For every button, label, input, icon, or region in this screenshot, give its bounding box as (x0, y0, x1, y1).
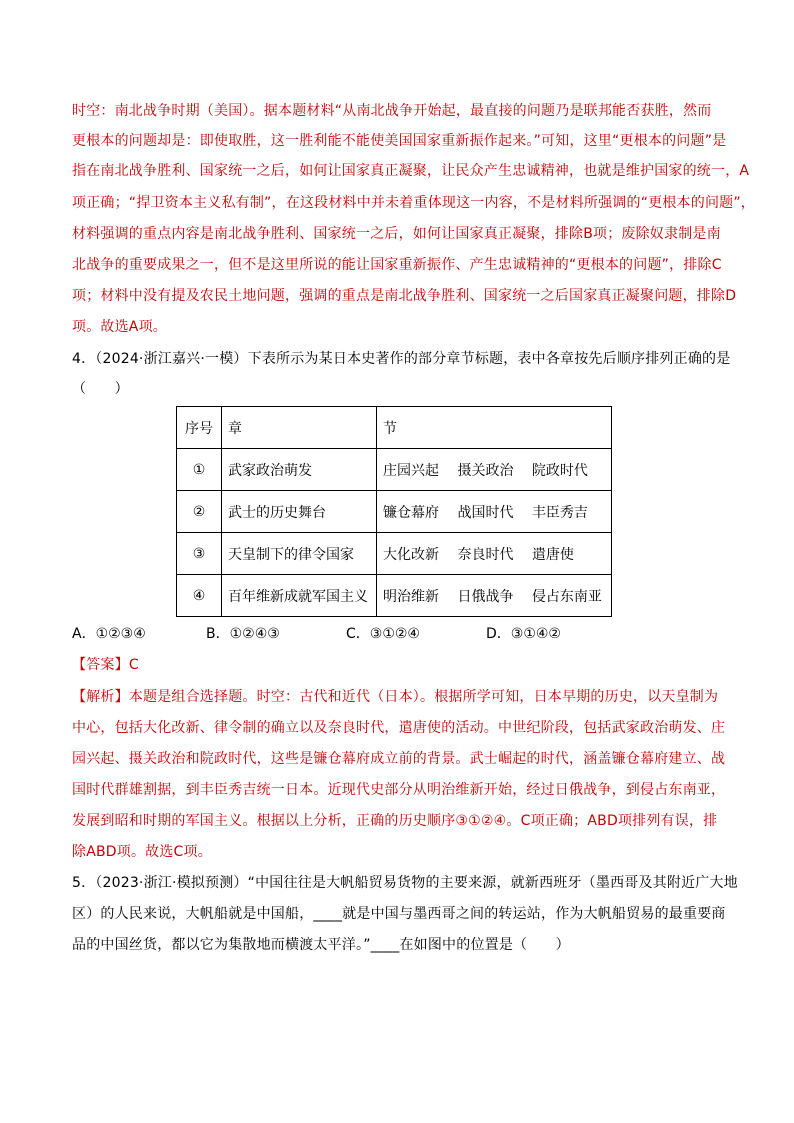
table-cell: 天皇制下的律令国家 (222, 533, 377, 575)
answer-value: C (128, 657, 139, 673)
table-cell: ② (177, 491, 222, 533)
analysis-text: 本题是组合选择题。时空：古代和近代（日本）。根据所学可知，日本早期的历史，以天皇制为 (128, 689, 719, 705)
answer-line (72, 655, 752, 675)
table-cell: 镰仓幕府 战国时代 丰臣秀吉 (377, 491, 612, 533)
question-5-stem: 5．（2023·浙江·模拟预测）“中国往往是大帆船贸易货物的主要来源，就新西班牙（墨西哥及其附近广大地 (72, 875, 738, 891)
analysis-line: 时空：南北战争时期（美国）。据本题材料“从南北战争开始起，最直接的问题乃是联邦能否获胜，然而 (72, 103, 712, 119)
table-cell: 明治维新 日俄战争 侵占东南亚 (377, 575, 612, 617)
table-cell: ③ (177, 533, 222, 575)
table-header-row (177, 407, 612, 449)
analysis-line: 发展到昭和时期的军国主义。根据以上分析，正确的历史顺序③①②④。C项正确；ABD项排列有误，排 (72, 813, 718, 829)
analysis-line: 项正确；“捍卫资本主义私有制”，在这段材料中并未着重体现这一内容，不是材料所强调的“更根本的问题”， (72, 195, 756, 211)
analysis-label: 【解析】 (72, 689, 129, 705)
header-cell: 节 (377, 407, 612, 449)
table-cell: 庄园兴起 摄关政治 院政时代 (377, 449, 612, 491)
analysis-line: 园兴起、摄关政治和院政时代，这些是镰仓幕府成立前的背景。武士崛起的时代，涵盖镰仓幕府建立、战 (72, 751, 726, 767)
analysis-line: 项。故选A项。 (72, 319, 167, 335)
table-cell: 百年维新成就军国主义 (222, 575, 377, 617)
question-4-blank: （ ） (72, 381, 129, 397)
analysis-line: 指在南北战争胜利、国家统一之后，如何让国家真正凝聚，让民众产生忠诚精神，也就是维护国家的统一，A (72, 163, 750, 179)
table-cell: ④ (177, 575, 222, 617)
analysis-line (72, 687, 752, 707)
analysis-line: 除ABD项。故选C项。 (72, 844, 212, 860)
header-cell: 章 (222, 407, 377, 449)
analysis-line: 北战争的重要成果之一，但不是这里所说的能让国家重新振作、产生忠诚精神的“更根本的问题”，排除C (72, 257, 722, 273)
table-cell: ① (177, 449, 222, 491)
analysis-line: 国时代群雄割据，到丰臣秀吉统一日本。近现代史部分从明治维新开始，经过日俄战争，到侵占东南亚， (72, 782, 726, 798)
table-row (177, 491, 612, 533)
option-d: D．③①④② (486, 626, 561, 642)
chapter-table (176, 406, 612, 617)
table-row (177, 449, 612, 491)
option-a: A．①②③④ (72, 626, 146, 642)
option-c: C．③①②④ (346, 626, 420, 642)
analysis-line: 项；材料中没有提及农民土地问题，强调的重点是南北战争胜利、国家统一之后国家真正凝聚问题，排除D (72, 288, 737, 304)
question-5-stem: 品的中国丝货，都以它为集散地而横渡太平洋。”____在如图中的位置是（ ） (72, 937, 570, 953)
table-cell: 武家政治萌发 (222, 449, 377, 491)
question-5-stem: 区）的人民来说，大帆船就是中国船，____就是中国与墨西哥之间的转运站，作为大帆船贸易的最重要商 (72, 906, 726, 922)
analysis-line: 更根本的问题却是：即使取胜，这一胜利能不能使美国国家重新振作起来。”可知，这里“更根本的问题”是 (72, 133, 727, 149)
table-cell: 大化改新 奈良时代 遣唐使 (377, 533, 612, 575)
header-cell: 序号 (177, 407, 222, 449)
table-row (177, 575, 612, 617)
answer-label: 【答案】 (72, 657, 129, 673)
table-row (177, 533, 612, 575)
table-cell: 武士的历史舞台 (222, 491, 377, 533)
option-b: B．①②④③ (206, 626, 280, 642)
analysis-line: 材料强调的重点内容是南北战争胜利、国家统一之后，如何让国家真正凝聚，排除B项；废除奴隶制是南 (72, 226, 721, 242)
question-4-stem: 4．（2024·浙江嘉兴·一模）下表所示为某日本史著作的部分章节标题，表中各章按先后顺序排列正确的是 (72, 351, 731, 367)
analysis-line: 中心，包括大化改新、律令制的确立以及奈良时代，遣唐使的活动。中世纪阶段，包括武家政治萌发、庄 (72, 720, 726, 736)
